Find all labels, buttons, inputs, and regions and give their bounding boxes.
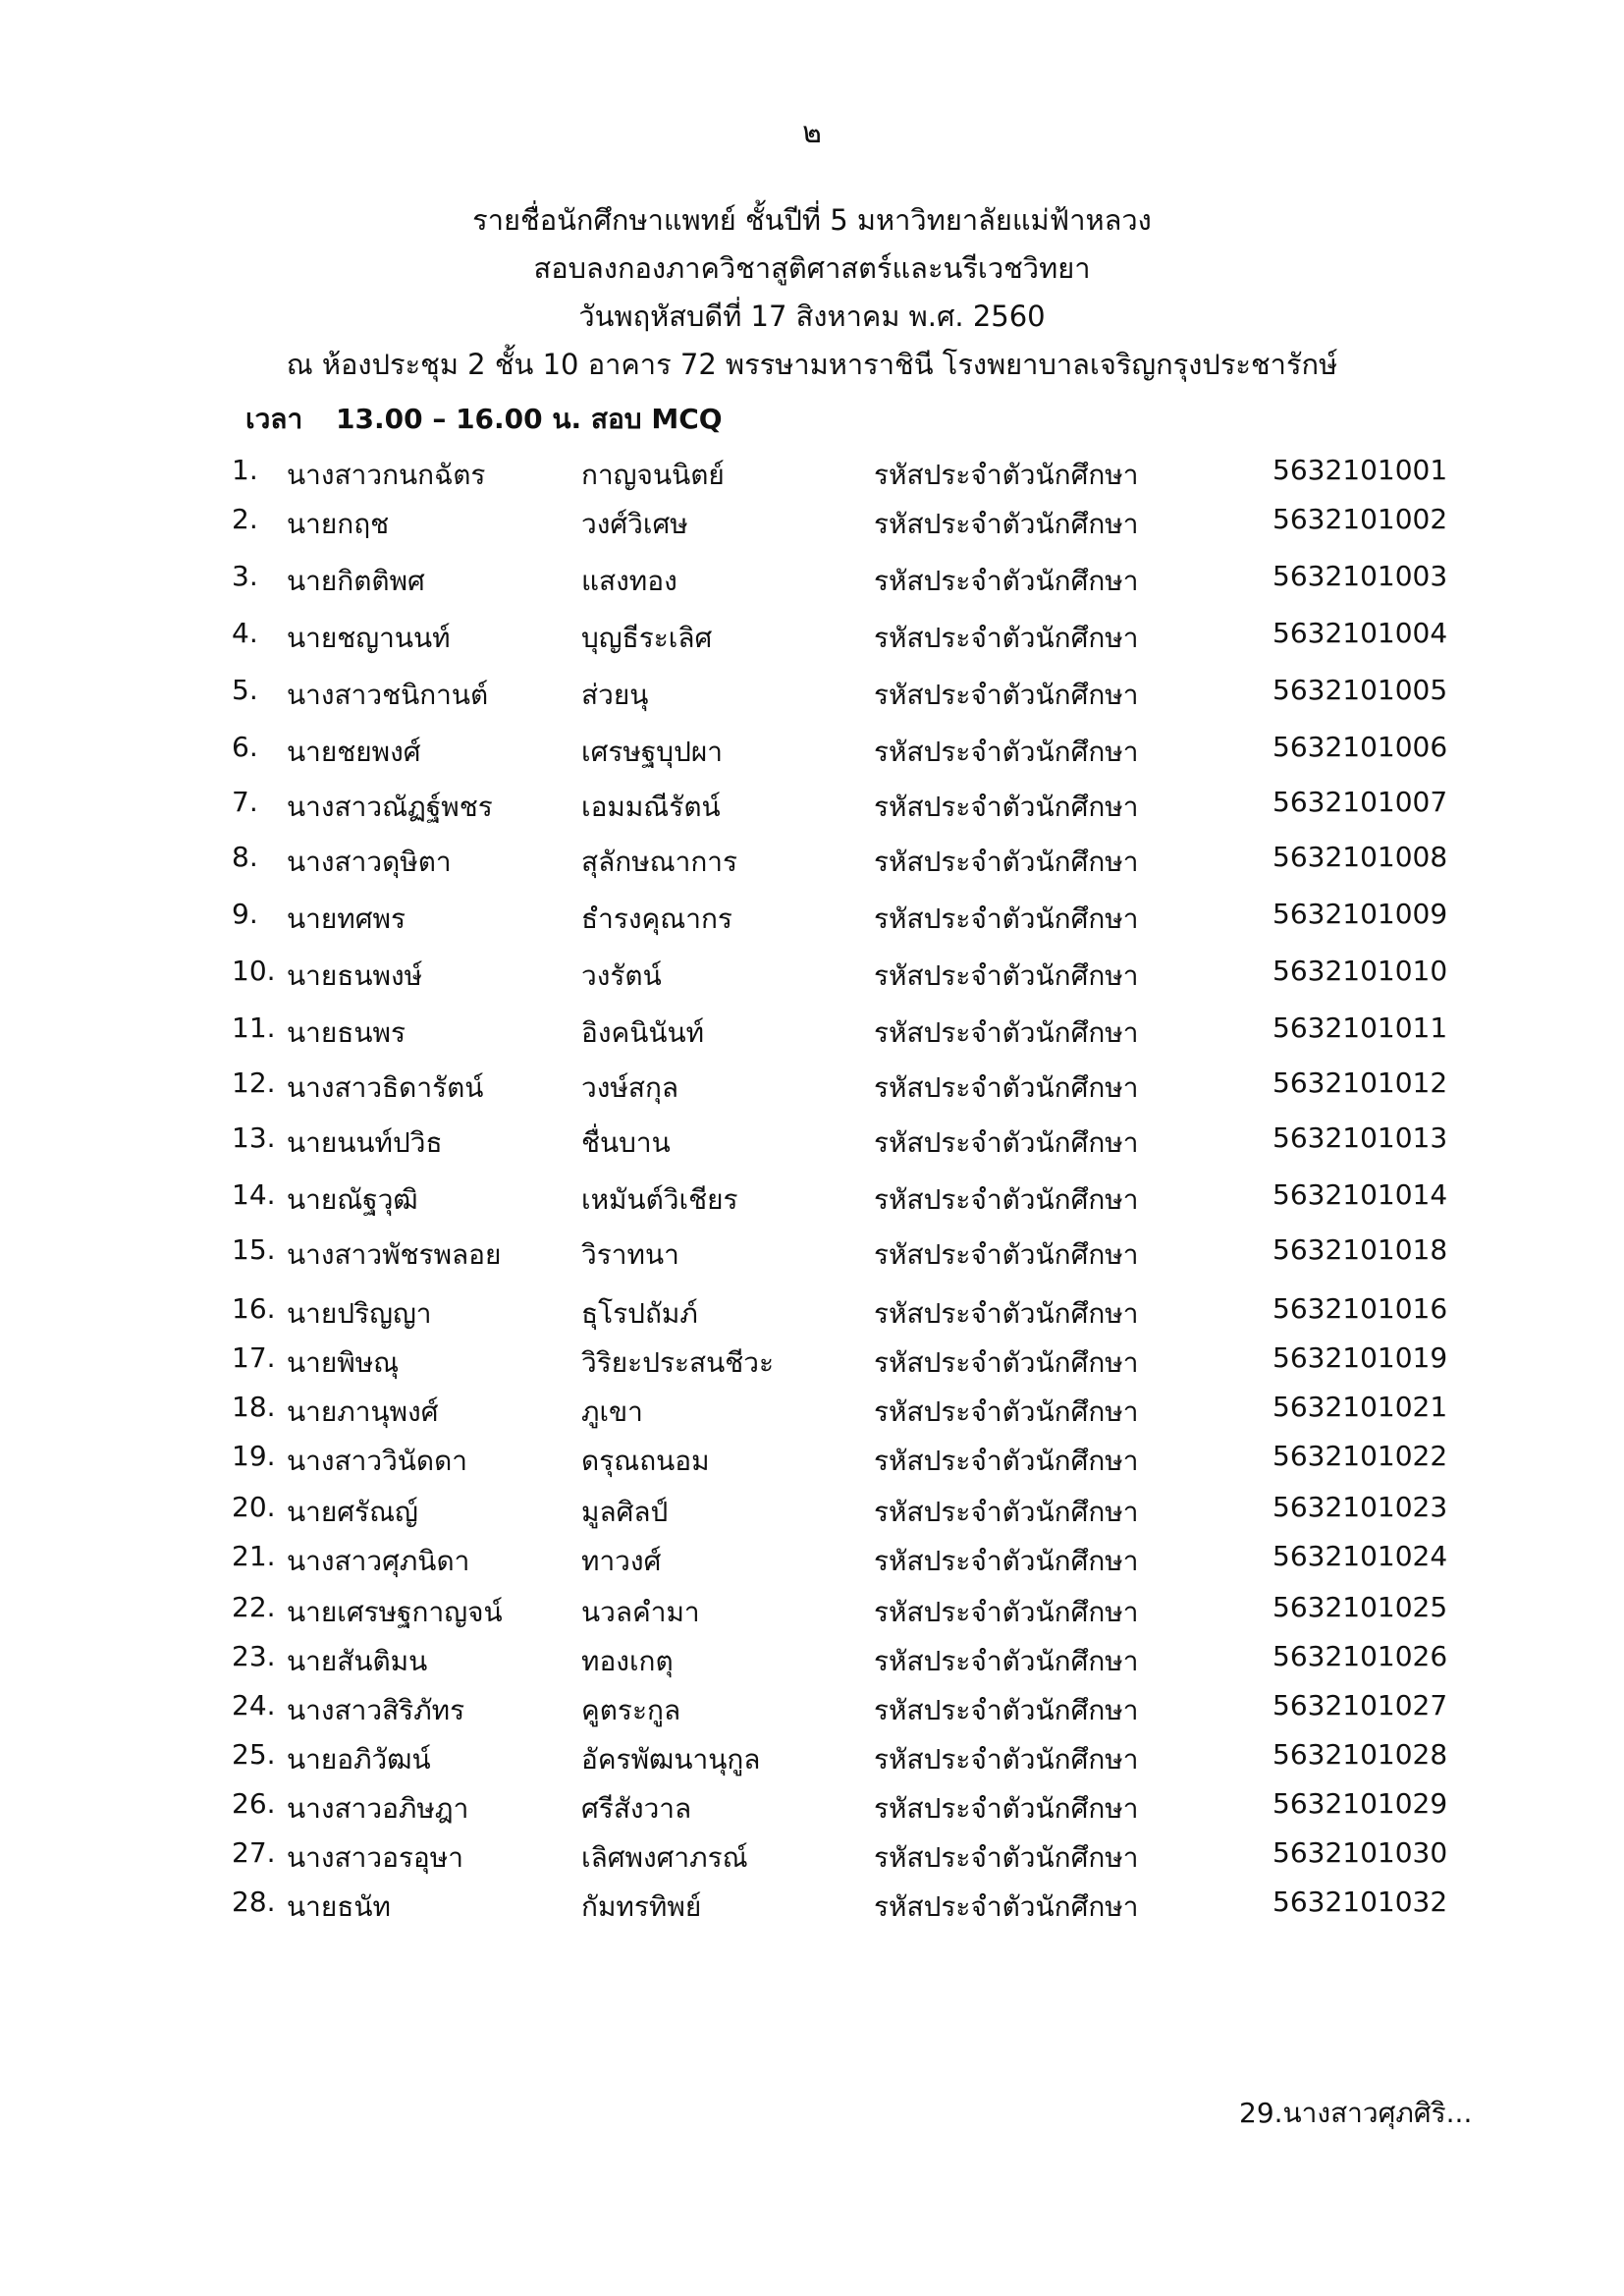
student-id: 5632101007	[1272, 786, 1448, 818]
student-row	[0, 1121, 1624, 1161]
student-id-label: รหัสประจำตัวนักศึกษา	[874, 565, 1139, 597]
student-surname: ธำรงคุณากร	[581, 902, 732, 935]
student-name: นายชญานนท์	[287, 622, 451, 654]
student-name: นายศรัณญ์	[287, 1496, 418, 1528]
student-surname: วิราทนา	[581, 1238, 679, 1271]
student-name: นายสันติมน	[287, 1645, 428, 1677]
student-surname: กัมทรทิพย์	[581, 1890, 702, 1923]
row-number: 25.	[232, 1738, 276, 1771]
row-number: 3.	[232, 560, 258, 592]
student-name: นายธนพร	[287, 1016, 406, 1049]
student-id: 5632101004	[1272, 617, 1448, 649]
student-row	[0, 898, 1624, 937]
student-row	[0, 1591, 1624, 1630]
student-row	[0, 1640, 1624, 1679]
student-row	[0, 674, 1624, 713]
student-id-label: รหัสประจำตัวนักศึกษา	[874, 508, 1139, 540]
student-name: นายธนัท	[287, 1890, 391, 1923]
student-id-label: รหัสประจำตัวนักศึกษา	[874, 1395, 1139, 1428]
student-id: 5632101001	[1272, 454, 1448, 486]
student-id-label: รหัสประจำตัวนักศึกษา	[874, 1126, 1139, 1159]
student-row	[0, 1787, 1624, 1827]
student-id-label: รหัสประจำตัวนักศึกษา	[874, 1890, 1139, 1923]
student-id-label: รหัสประจำตัวนักศึกษา	[874, 1596, 1139, 1628]
row-number: 19.	[232, 1440, 276, 1472]
student-id: 5632101021	[1272, 1391, 1448, 1423]
student-row	[0, 1391, 1624, 1430]
student-surname: ดรุณถนอม	[581, 1445, 710, 1477]
row-number: 26.	[232, 1787, 276, 1820]
student-id-label: รหัสประจำตัวนักศึกษา	[874, 1792, 1139, 1825]
student-row	[0, 1011, 1624, 1051]
student-id: 5632101003	[1272, 560, 1448, 592]
row-number: 1.	[232, 454, 258, 486]
student-row	[0, 1178, 1624, 1218]
student-id-label: รหัสประจำตัวนักศึกษา	[874, 1645, 1139, 1677]
student-name: นายอภิวัฒน์	[287, 1743, 431, 1776]
student-id: 5632101026	[1272, 1640, 1448, 1672]
student-surname: มูลศิลป์	[581, 1496, 669, 1528]
student-id: 5632101005	[1272, 674, 1448, 706]
student-id-label: รหัสประจำตัวนักศึกษา	[874, 1445, 1139, 1477]
student-surname: คูตระกูล	[581, 1694, 681, 1726]
student-surname: นวลคำมา	[581, 1596, 700, 1628]
student-surname: ธุโรปถัมภ์	[581, 1297, 698, 1330]
row-number: 15.	[232, 1233, 276, 1266]
student-row	[0, 1886, 1624, 1925]
exam-time-label: เวลา	[245, 403, 303, 435]
student-surname: ทาวงศ์	[581, 1545, 662, 1577]
student-id: 5632101029	[1272, 1787, 1448, 1820]
student-name: นายพิษณุ	[287, 1346, 400, 1379]
row-number: 20.	[232, 1491, 276, 1523]
student-surname: อัครพัฒนานุกูล	[581, 1743, 761, 1776]
continuation-note: 29.นางสาวศุภศิริ...	[1239, 2097, 1473, 2129]
student-surname: ภูเขา	[581, 1395, 643, 1428]
student-name: นายทศพร	[287, 902, 406, 935]
student-id: 5632101027	[1272, 1689, 1448, 1722]
row-number: 17.	[232, 1341, 276, 1374]
student-surname: วิริยะประสนชีวะ	[581, 1346, 775, 1379]
student-id-label: รหัสประจำตัวนักศึกษา	[874, 622, 1139, 654]
student-name: นายณัฐวุฒิ	[287, 1183, 418, 1216]
student-name: นายธนพงษ์	[287, 959, 423, 992]
student-name: นางสาวชนิกานต์	[287, 679, 489, 711]
row-number: 7.	[232, 786, 258, 818]
student-id: 5632101011	[1272, 1011, 1448, 1044]
page-number: ๒	[802, 116, 822, 150]
student-surname: วงรัตน์	[581, 959, 662, 992]
student-row	[0, 1341, 1624, 1381]
student-name: นายเศรษฐกาญจน์	[287, 1596, 503, 1628]
row-number: 24.	[232, 1689, 276, 1722]
student-row	[0, 1066, 1624, 1106]
row-number: 10.	[232, 955, 276, 987]
student-id: 5632101002	[1272, 503, 1448, 535]
student-row	[0, 1292, 1624, 1332]
row-number: 6.	[232, 731, 258, 763]
student-name: นางสาววินัดดา	[287, 1445, 468, 1477]
row-number: 12.	[232, 1066, 276, 1099]
student-name: นางสาวอรอุษา	[287, 1841, 463, 1874]
student-name: นางสาวพัชรพลอย	[287, 1238, 502, 1271]
student-name: นางสาวสิริภัทร	[287, 1694, 465, 1726]
student-id-label: รหัสประจำตัวนักศึกษา	[874, 459, 1139, 491]
student-surname: เศรษฐบุปผา	[581, 736, 723, 768]
student-surname: ส่วยนุ	[581, 679, 649, 711]
row-number: 27.	[232, 1836, 276, 1869]
student-id-label: รหัสประจำตัวนักศึกษา	[874, 1743, 1139, 1776]
student-id: 5632101022	[1272, 1440, 1448, 1472]
student-surname: สุลักษณาการ	[581, 846, 738, 878]
student-surname: อิงคนินันท์	[581, 1016, 705, 1049]
student-id: 5632101023	[1272, 1491, 1448, 1523]
row-number: 13.	[232, 1121, 276, 1154]
student-name: นางสาวกนกฉัตร	[287, 459, 486, 491]
student-row	[0, 454, 1624, 493]
student-id: 5632101009	[1272, 898, 1448, 930]
header-location: ณ ห้องประชุม 2 ชั้น 10 อาคาร 72 พรรษามหาราชินี โรงพยาบาลเจริญกรุงประชารักษ์	[286, 348, 1338, 381]
row-number: 16.	[232, 1292, 276, 1325]
header-subject: สอบลงกองภาควิชาสูติศาสตร์และนรีเวชวิทยา	[533, 251, 1091, 285]
student-id-label: รหัสประจำตัวนักศึกษา	[874, 902, 1139, 935]
student-surname: วงษ์สกุล	[581, 1071, 679, 1104]
student-id: 5632101030	[1272, 1836, 1448, 1869]
student-id: 5632101010	[1272, 955, 1448, 987]
student-row	[0, 1689, 1624, 1728]
student-surname: ชื่นบาน	[581, 1126, 671, 1159]
row-number: 8.	[232, 841, 258, 873]
student-name: นายนนท์ปวิธ	[287, 1126, 443, 1159]
student-surname: ศรีสังวาล	[581, 1792, 692, 1825]
student-name: นางสาวดุษิตา	[287, 846, 452, 878]
student-id: 5632101012	[1272, 1066, 1448, 1099]
student-name: นางสาวศุภนิดา	[287, 1545, 470, 1577]
student-id-label: รหัสประจำตัวนักศึกษา	[874, 791, 1139, 823]
student-id: 5632101014	[1272, 1178, 1448, 1211]
student-id-label: รหัสประจำตัวนักศึกษา	[874, 1238, 1139, 1271]
row-number: 21.	[232, 1540, 276, 1572]
exam-time-value: 13.00 – 16.00 น. สอบ MCQ	[336, 403, 723, 435]
student-name: นางสาวอภิษฎา	[287, 1792, 469, 1825]
row-number: 2.	[232, 503, 258, 535]
student-surname: บุญธีระเลิศ	[581, 622, 713, 654]
student-id: 5632101016	[1272, 1292, 1448, 1325]
student-row	[0, 560, 1624, 599]
student-surname: วงศ์วิเศษ	[581, 508, 688, 540]
header-date: วันพฤหัสบดีที่ 17 สิงหาคม พ.ศ. 2560	[578, 300, 1046, 333]
student-row	[0, 841, 1624, 880]
student-row	[0, 1440, 1624, 1479]
student-name: นายกฤช	[287, 508, 390, 540]
student-row	[0, 617, 1624, 656]
row-number: 22.	[232, 1591, 276, 1623]
student-row	[0, 1540, 1624, 1579]
student-id-label: รหัสประจำตัวนักศึกษา	[874, 1694, 1139, 1726]
student-row	[0, 1233, 1624, 1273]
student-surname: เลิศพงศาภรณ์	[581, 1841, 748, 1874]
student-id-label: รหัสประจำตัวนักศึกษา	[874, 679, 1139, 711]
row-number: 18.	[232, 1391, 276, 1423]
row-number: 28.	[232, 1886, 276, 1918]
student-surname: เอมมณีรัตน์	[581, 791, 721, 823]
student-id-label: รหัสประจำตัวนักศึกษา	[874, 1545, 1139, 1577]
student-id-label: รหัสประจำตัวนักศึกษา	[874, 1071, 1139, 1104]
student-surname: ทองเกตุ	[581, 1645, 674, 1677]
student-id-label: รหัสประจำตัวนักศึกษา	[874, 1016, 1139, 1049]
student-id-label: รหัสประจำตัวนักศึกษา	[874, 1183, 1139, 1216]
student-id: 5632101018	[1272, 1233, 1448, 1266]
student-row	[0, 1491, 1624, 1530]
student-id-label: รหัสประจำตัวนักศึกษา	[874, 1346, 1139, 1379]
student-id-label: รหัสประจำตัวนักศึกษา	[874, 1496, 1139, 1528]
student-surname: เหมันต์วิเชียร	[581, 1183, 738, 1216]
student-id: 5632101006	[1272, 731, 1448, 763]
student-row	[0, 503, 1624, 542]
student-row	[0, 1836, 1624, 1876]
student-name: นายกิตติพศ	[287, 565, 425, 597]
student-id-label: รหัสประจำตัวนักศึกษา	[874, 846, 1139, 878]
student-name: นายชยพงศ์	[287, 736, 421, 768]
student-name: นางสาวณัฏฐ์พชร	[287, 791, 493, 823]
student-name: นายปริญญา	[287, 1297, 432, 1330]
student-name: นายภานุพงศ์	[287, 1395, 439, 1428]
student-id-label: รหัสประจำตัวนักศึกษา	[874, 959, 1139, 992]
row-number: 11.	[232, 1011, 276, 1044]
row-number: 14.	[232, 1178, 276, 1211]
student-id-label: รหัสประจำตัวนักศึกษา	[874, 1841, 1139, 1874]
student-row	[0, 731, 1624, 770]
row-number: 4.	[232, 617, 258, 649]
student-surname: แสงทอง	[581, 565, 677, 597]
student-surname: กาญจนนิตย์	[581, 459, 725, 491]
row-number: 23.	[232, 1640, 276, 1672]
row-number: 5.	[232, 674, 258, 706]
student-id-label: รหัสประจำตัวนักศึกษา	[874, 1297, 1139, 1330]
student-row	[0, 786, 1624, 825]
student-id: 5632101025	[1272, 1591, 1448, 1623]
student-id: 5632101032	[1272, 1886, 1448, 1918]
student-id: 5632101019	[1272, 1341, 1448, 1374]
header-title: รายชื่อนักศึกษาแพทย์ ชั้นปีที่ 5 มหาวิทยาลัยแม่ฟ้าหลวง	[472, 203, 1152, 237]
student-id: 5632101008	[1272, 841, 1448, 873]
row-number: 9.	[232, 898, 258, 930]
student-row	[0, 1738, 1624, 1777]
student-id: 5632101024	[1272, 1540, 1448, 1572]
student-id: 5632101028	[1272, 1738, 1448, 1771]
student-name: นางสาวธิดารัตน์	[287, 1071, 484, 1104]
student-id-label: รหัสประจำตัวนักศึกษา	[874, 736, 1139, 768]
student-id: 5632101013	[1272, 1121, 1448, 1154]
student-row	[0, 955, 1624, 994]
